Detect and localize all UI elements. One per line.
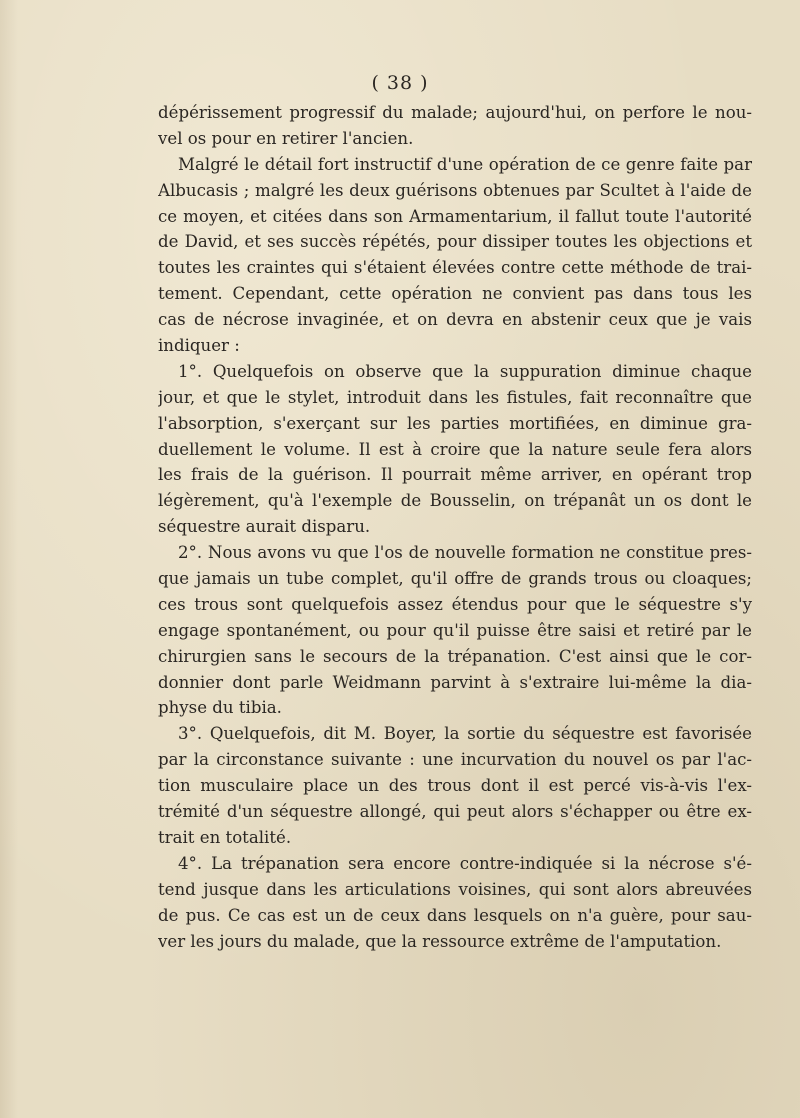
text-line: physe du tibia. xyxy=(158,698,282,718)
text-line: vel os pour en retirer l'ancien. xyxy=(158,128,414,148)
text-line: séquestre aurait disparu. xyxy=(158,517,371,537)
page-number: ( 38 ) xyxy=(371,72,429,94)
text-line: tion musculaire place un des trous dont il est percé vis-à-vis l'ex- xyxy=(158,776,752,796)
text-line: toutes les craintes qui s'étaient élevées contre cette méthode de trai- xyxy=(158,258,752,278)
text-line: les frais de la guérison. Il pourrait même arriver, en opérant trop xyxy=(158,465,752,485)
text-line: Malgré le détail fort instructif d'une opération de ce genre faite par xyxy=(178,154,752,174)
text-line: ces trous sont quelquefois assez étendus pour que le séquestre s'y xyxy=(158,594,752,614)
text-line: cas de nécrose invaginée, et on devra en abstenir ceux que je vais xyxy=(158,310,752,330)
text-line: que jamais un tube complet, qu'il offre de grands trous ou cloaques; xyxy=(158,569,752,589)
text-line: légèrement, qu'à l'exemple de Bousselin, on trépanât un os dont le xyxy=(158,491,752,511)
text-line: ce moyen, et citées dans son Armamentarium, il fallut toute l'autorité xyxy=(158,206,752,226)
text-line: de pus. Ce cas est un de ceux dans lesquels on n'a guère, pour sau- xyxy=(158,905,752,925)
text-line: engage spontanément, ou pour qu'il puisse être saisi et retiré par le xyxy=(158,620,752,640)
text-line: tend jusque dans les articulations voisines, qui sont alors abreuvées xyxy=(158,879,752,899)
text-line: de David, et ses succès répétés, pour dissiper toutes les objections et xyxy=(158,232,752,252)
text-line: duellement le volume. Il est à croire que la nature seule fera alors xyxy=(158,439,752,459)
text-line: dépérissement progressif du malade; aujourd'hui, on perfore le nou- xyxy=(158,103,752,122)
text-line: 4°. La trépanation sera encore contre-indiquée si la nécrose s'é- xyxy=(178,853,752,873)
text-line: 2°. Nous avons vu que l'os de nouvelle formation ne constitue pres- xyxy=(178,543,752,563)
text-line: 3°. Quelquefois, dit M. Boyer, la sortie du séquestre est favorisée xyxy=(178,724,752,744)
text-line: donnier dont parle Weidmann parvint à s'extraire lui-même la dia- xyxy=(158,672,752,692)
text-line: tement. Cependant, cette opération ne convient pas dans tous les xyxy=(158,284,752,304)
text-line: indiquer : xyxy=(158,336,240,356)
text-line: Albucasis ; malgré les deux guérisons obtenues par Scultet à l'aide de xyxy=(158,180,752,200)
text-line: ver les jours du malade, que la ressource extrême de l'amputation. xyxy=(158,931,722,951)
text-line: trémité d'un séquestre allongé, qui peut alors s'échapper ou être ex- xyxy=(158,802,752,822)
text-line: chirurgien sans le secours de la trépanation. C'est ainsi que le cor- xyxy=(158,646,752,666)
text-line: jour, et que le stylet, introduit dans les fistules, fait reconnaître que xyxy=(158,387,752,407)
text-line: trait en totalité. xyxy=(158,827,292,847)
text-line: 1°. Quelquefois on observe que la suppuration diminue chaque xyxy=(178,361,752,381)
text-line: par la circonstance suivante : une incurvation du nouvel os par l'ac- xyxy=(158,750,752,770)
text-line: l'absorption, s'exerçant sur les parties mortifiées, en diminue gra- xyxy=(158,413,752,433)
body-text xyxy=(158,100,752,954)
